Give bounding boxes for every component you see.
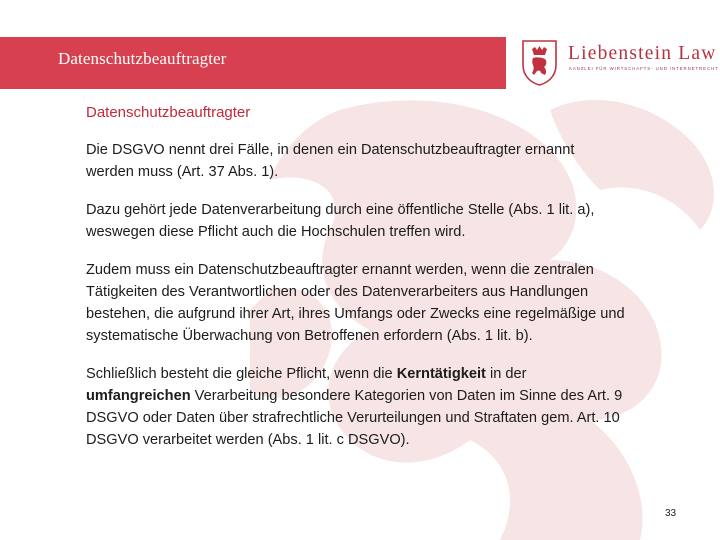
content-body	[86, 102, 626, 471]
paragraph-3: Zudem muss ein Datenschutzbeauftragter ernannt werden, wenn die zentralen Tätigkeiten des Verantwortlichen oder des Datenverarbeiters aus Handlungen bestehen, die aufgrund ihrer Art, ihres Umfangs oder Zwecks eine regelmäßige und systematische Überwachung von Betroffenen erfordern (Abs. 1 lit. b).	[86, 262, 625, 344]
logo-name: Liebenstein Law	[568, 43, 717, 64]
logo-tagline: KANZLEI FÜR WIRTSCHAFTS- UND INTERNETRECHT	[569, 66, 719, 71]
paragraph-4-bold-umfangreichen: umfangreichen	[86, 388, 191, 404]
paragraph-4-text-3: Verarbeitung besondere Kategorien von Daten im Sinne des Art. 9 DSGVO oder Daten über strafrechtliche Verurteilungen und Straftaten gem. Art. 10 DSGVO verarbeitet werden (Abs. 1 lit. c DSGVO).	[86, 388, 623, 448]
paragraph-4-text-1: Schließlich besteht die gleiche Pflicht, wenn die	[86, 366, 397, 382]
lion-crest-icon	[521, 37, 558, 86]
paragraph-2: Dazu gehört jede Datenverarbeitung durch eine öffentliche Stelle (Abs. 1 lit. a), weswegen diese Pflicht auch die Hochschulen treffen wird.	[86, 202, 595, 240]
paragraph-4-bold-kerntaetigkeit: Kerntätigkeit	[396, 366, 486, 382]
paragraph-4	[86, 363, 626, 451]
page-number: 33	[665, 508, 677, 519]
page-title: Datenschutzbeauftragter	[58, 49, 227, 68]
paragraph-1: Die DSGVO nennt drei Fälle, in denen ein Datenschutzbeauftragter ernannt werden muss (Art. 37 Abs. 1).	[86, 142, 575, 180]
paragraph-4-text-2: in der	[485, 366, 527, 382]
slide-subtitle: Datenschutzbeauftragter	[86, 104, 251, 121]
